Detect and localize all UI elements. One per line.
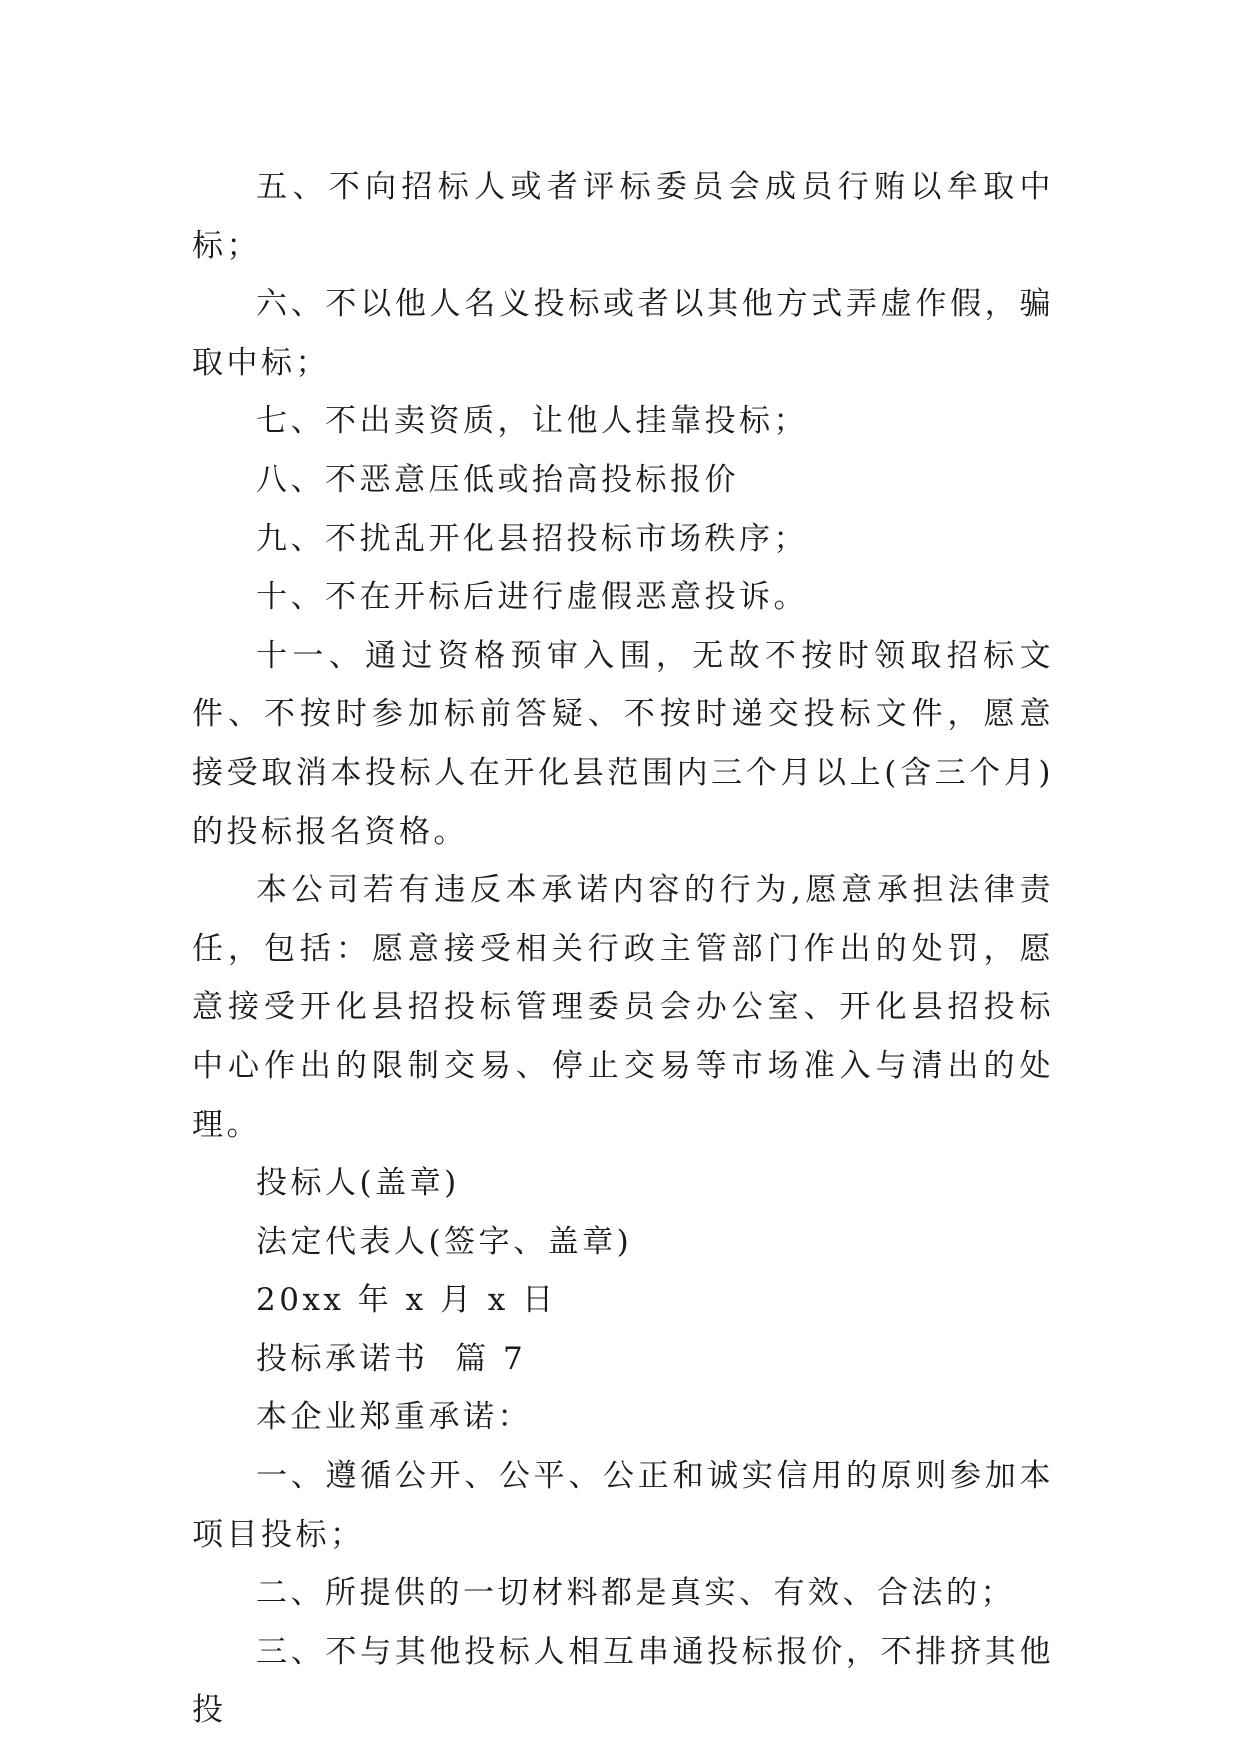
clause-five: 五、不向招标人或者评标委员会成员行贿以牟取中标； (192, 169, 1054, 264)
legal-representative-line: 法定代表人(签字、盖章) (256, 1223, 633, 1260)
clause-nine: 九、不扰乱开化县招投标市场秩序； (256, 520, 808, 557)
clause-seven: 七、不出卖资质，让他人挂靠投标； (256, 403, 808, 440)
bidder-seal-line: 投标人(盖章) (256, 1165, 460, 1202)
section-heading: 投标承诺书 篇 7 (256, 1340, 527, 1377)
liability-statement: 本公司若有违反本承诺内容的行为,愿意承担法律责任，包括：愿意接受相关行政主管部门作出的处罚，愿意接受开化县招投标管理委员会办公室、开化县招投标中心作出的限制交易、停止交易等市场准入与清出的处理。 (192, 872, 1054, 1143)
commitment-one: 一、遵循公开、公平、公正和诚实信用的原则参加本项目投标； (192, 1458, 1054, 1553)
commitment-intro: 本企业郑重承诺： (256, 1399, 532, 1436)
date-line: 20xx 年 x 月 x 日 (256, 1282, 557, 1319)
document-body (192, 158, 1054, 1740)
commitment-three: 三、不与其他投标人相互串通投标报价，不排挤其他投 (192, 1633, 1054, 1729)
clause-eight: 八、不恶意压低或抬高投标报价 (256, 461, 739, 498)
commitment-two: 二、所提供的一切材料都是真实、有效、合法的； (256, 1575, 1015, 1612)
clause-ten: 十、不在开标后进行虚假恶意投诉。 (256, 579, 808, 616)
clause-six: 六、不以他人名义投标或者以其他方式弄虚作假，骗取中标； (192, 286, 1054, 381)
clause-eleven: 十一、通过资格预审入围，无故不按时领取招标文件、不按时参加标前答疑、不按时递交投标文件，愿意接受取消本投标人在开化县范围内三个月以上(含三个月)的投标报名资格。 (192, 637, 1054, 850)
